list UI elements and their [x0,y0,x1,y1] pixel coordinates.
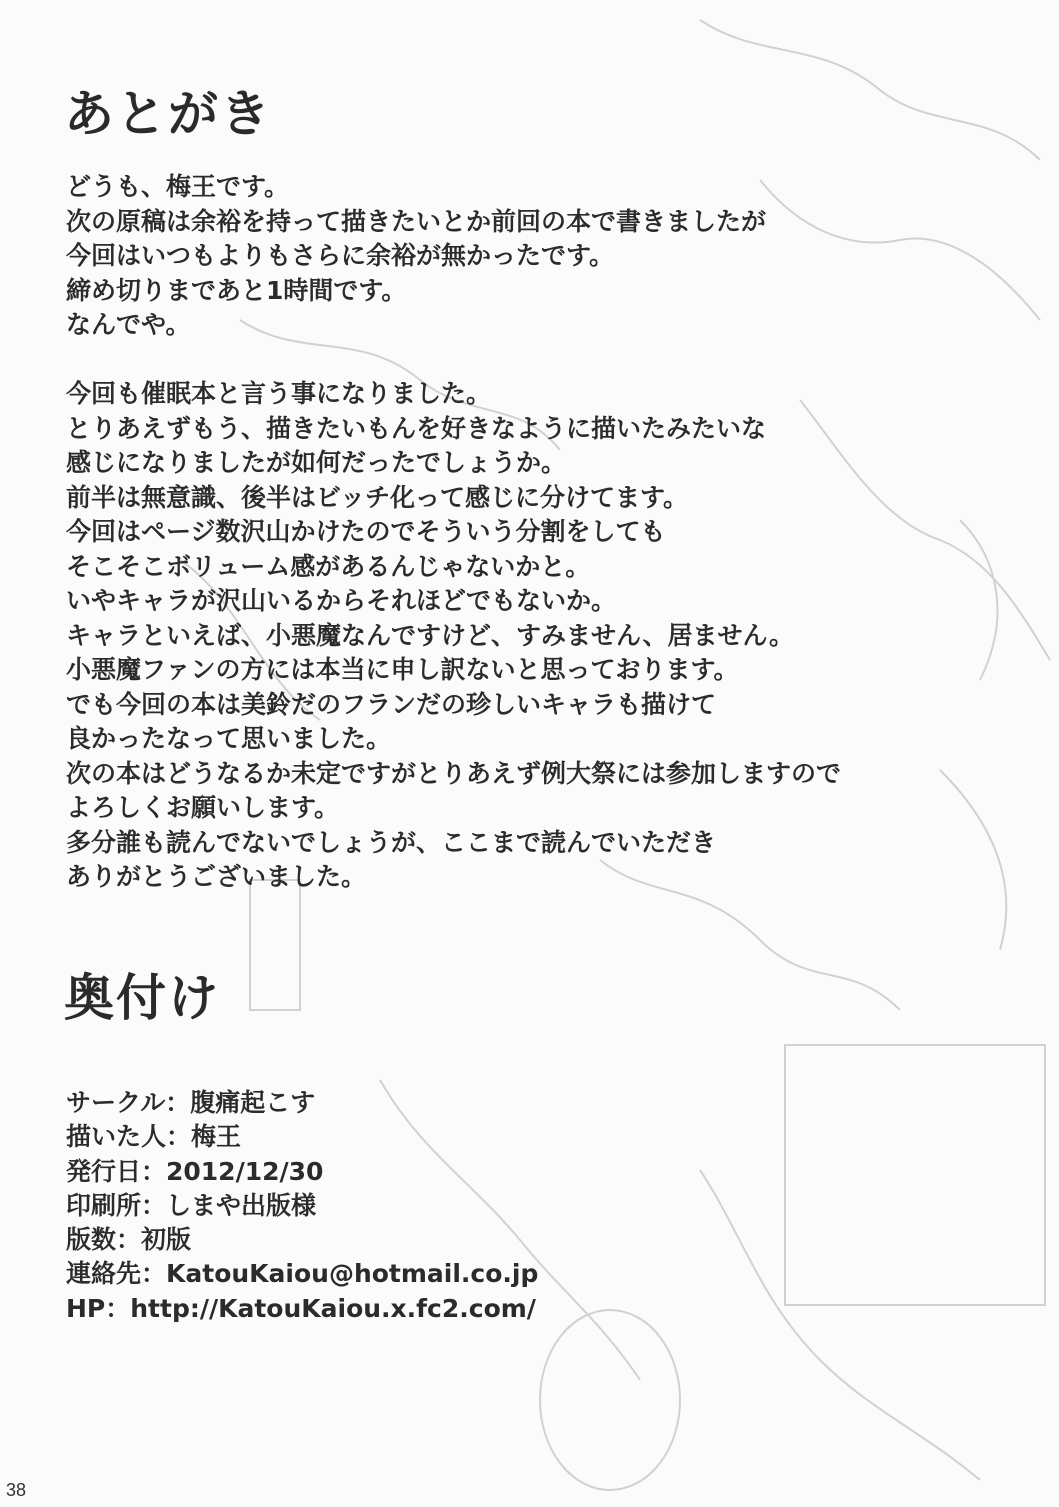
colophon-artist: 描いた人：梅王 [66,1122,242,1152]
paragraph-break [66,343,841,378]
afterword-line: キャラといえば、小悪魔なんですけど、すみません、居ません。 [66,620,795,650]
afterword-line: 次の原稿は余裕を持って描きたいとか前回の本で書きましたが [66,206,767,236]
afterword-line: 多分誰も読んでないでしょうが、ここまで読んでいただき [66,827,717,857]
afterword-line: いやキャラが沢山いるからそれほどでもないか。 [66,586,617,615]
afterword-line: どうも、梅王です。 [66,172,290,201]
colophon-printer: 印刷所：しまや出版様 [66,1190,317,1220]
afterword-line: 良かったなって思いました。 [66,724,392,753]
afterword-line: 前半は無意識、後半はビッチ化って感じに分けてます。 [66,482,689,512]
afterword-line: よろしくお願いします。 [66,793,340,822]
page-number: 38 [6,1480,27,1500]
afterword-title: あとがき [64,85,272,143]
afterword-line: とりあえずもう、描きたいもんを好きなように描いたみたいな [66,413,767,443]
afterword-line: 感じになりましたが如何だったでしょうか。 [66,448,567,477]
afterword-line: 次の本はどうなるか未定ですがとりあえず例大祭には参加しますので [66,758,842,788]
afterword-line: なんでや。 [66,310,191,339]
afterword-line: 今回はいつもよりもさらに余裕が無かったです。 [66,241,615,270]
afterword-line: ありがとうございました。 [66,862,367,891]
colophon-contact-email: 連絡先：KatouKaiou@hotmail.co.jp [66,1259,539,1289]
colophon-homepage: HP：http://KatouKaiou.x.fc2.com/ [66,1293,536,1323]
colophon-edition: 版数：初版 [66,1225,192,1255]
afterword-line: 今回も催眠本と言う事になりました。 [66,379,492,408]
afterword-line: 締め切りまであと1時間です。 [66,275,407,305]
colophon-details [66,1086,538,1326]
afterword-line: そこそこボリューム感があるんじゃないかと。 [66,551,591,581]
afterword-line: でも今回の本は美鈴だのフランだの珍しいキャラも描けて [66,689,717,719]
afterword-line: 小悪魔ファンの方には本当に申し訳ないと思っております。 [66,655,739,684]
afterword-line: 今回はページ数沢山かけたのでそういう分割をしても [66,517,666,546]
colophon-publish-date: 発行日：2012/12/30 [66,1156,324,1186]
afterword-body [66,170,841,895]
colophon-title: 奥付け [64,969,220,1027]
colophon-circle: サークル：腹痛起こす [66,1088,316,1117]
